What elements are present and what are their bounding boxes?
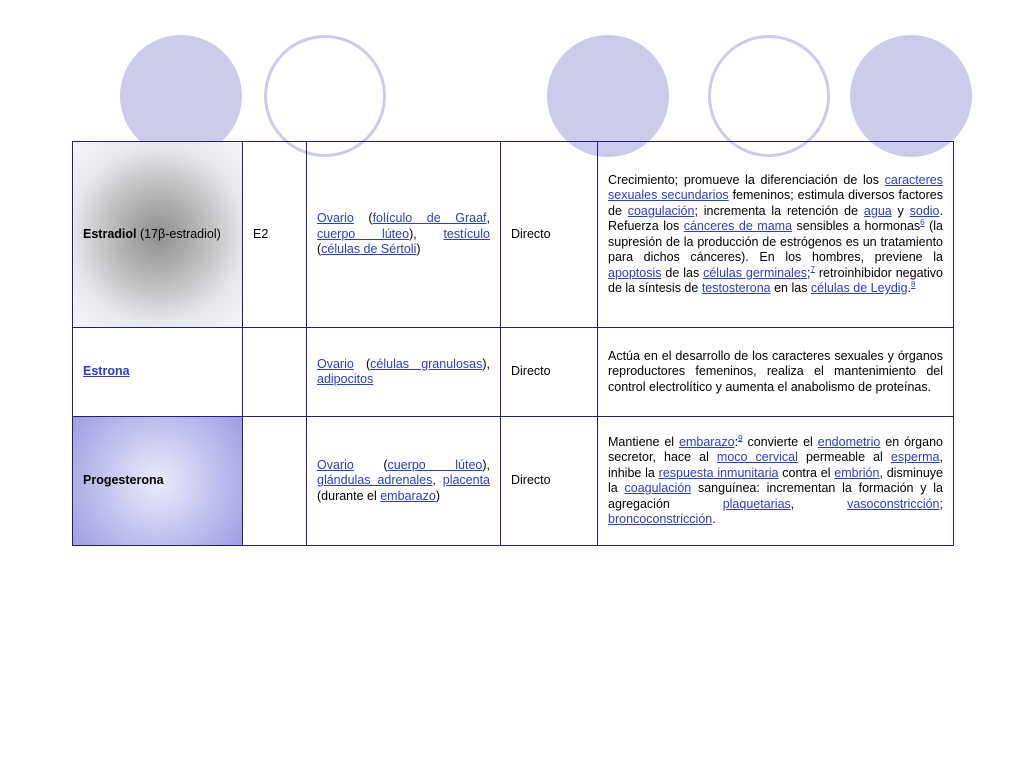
- reference-link[interactable]: adipocitos: [317, 372, 374, 386]
- text-segment: ): [435, 488, 440, 503]
- text-segment: en las: [770, 281, 811, 295]
- hormone-name: Progesterona: [83, 473, 164, 488]
- hormone-name: Estradiol: [83, 226, 137, 241]
- text-segment: ),: [482, 457, 490, 472]
- text-segment: . Refuerza los: [608, 203, 943, 233]
- reference-link[interactable]: caracteres sexuales secundarios: [608, 172, 943, 202]
- decorative-circle-2: [264, 35, 386, 157]
- reference-link[interactable]: sodio: [909, 203, 940, 218]
- text-segment: ; incrementa la retención de: [694, 203, 864, 218]
- text-segment: (: [353, 211, 373, 226]
- text-segment: retroinhibidor negativo de la síntesis de: [608, 265, 943, 295]
- text-segment: ,: [486, 211, 490, 226]
- text-segment: (: [317, 242, 322, 257]
- table-row: [73, 142, 954, 328]
- abbreviation-cell: E2: [243, 142, 307, 328]
- text-segment: sanguínea: incrementan la formación y la agregación: [608, 481, 944, 511]
- text-segment: de las: [661, 265, 704, 280]
- reference-link[interactable]: testículo: [443, 226, 490, 241]
- text-segment: ,: [790, 496, 848, 511]
- reference-link[interactable]: esperma: [890, 450, 940, 464]
- reference-link[interactable]: Ovario: [317, 457, 354, 472]
- reference-link[interactable]: broncoconstricción: [608, 512, 713, 526]
- text-segment: ),: [409, 226, 444, 241]
- source-cell: [307, 142, 501, 328]
- text-segment: .: [712, 512, 716, 526]
- text-segment: .: [907, 281, 912, 295]
- text-segment: ),: [482, 356, 490, 371]
- reference-link[interactable]: agua: [863, 203, 892, 218]
- source-cell: [307, 328, 501, 417]
- reference-link[interactable]: embarazo: [679, 434, 735, 449]
- reference-link[interactable]: células germinales: [703, 265, 808, 280]
- text-segment: ): [416, 242, 421, 257]
- text-segment: :: [734, 434, 739, 449]
- decorative-circle-1: [120, 35, 242, 157]
- footnote-marker: [911, 280, 915, 289]
- reference-link[interactable]: cuerpo lúteo: [317, 226, 410, 241]
- hormone-name-cell: [73, 417, 243, 546]
- text-segment: (la supresión de la producción de estrógenos es un tratamiento para dichos cánceres). En los hombres, previene la: [608, 219, 943, 264]
- decorative-circle-4: [708, 35, 830, 157]
- text-segment: (: [353, 457, 388, 472]
- reference-link[interactable]: cuerpo lúteo: [387, 457, 483, 472]
- table-row: [73, 328, 954, 417]
- reference-link[interactable]: embrión: [834, 465, 880, 480]
- reference-link[interactable]: glándulas adrenales: [317, 473, 433, 488]
- reference-link[interactable]: cánceres de mama: [683, 219, 793, 233]
- footnote-link[interactable]: 6: [920, 217, 925, 227]
- footnote-link[interactable]: 7: [810, 264, 815, 274]
- hormones-table: [72, 141, 954, 546]
- reference-link[interactable]: células granulosas: [370, 356, 483, 371]
- mechanism-cell: Directo: [501, 417, 598, 546]
- text-segment: ;: [807, 265, 811, 280]
- reference-link[interactable]: moco cervical: [716, 450, 798, 464]
- reference-link[interactable]: células de Leydig: [810, 281, 908, 295]
- reference-link[interactable]: coagulación: [627, 203, 695, 218]
- reference-link[interactable]: testosterona: [701, 281, 771, 295]
- hormone-name-cell: [73, 142, 243, 328]
- reference-link[interactable]: plaquetarias: [722, 496, 791, 511]
- reference-link[interactable]: endometrio: [817, 434, 881, 449]
- abbreviation-cell: [243, 328, 307, 417]
- table-row: [73, 417, 954, 546]
- hormone-name-link[interactable]: Estrona: [83, 364, 130, 379]
- mechanism-cell: Directo: [501, 328, 598, 417]
- text-segment: sensibles a hormonas: [792, 219, 921, 233]
- reference-link[interactable]: apoptosis: [608, 265, 662, 280]
- reference-link[interactable]: respuesta inmunitaria: [658, 465, 779, 480]
- reference-link[interactable]: embarazo: [380, 488, 436, 503]
- reference-link[interactable]: placenta: [442, 473, 491, 488]
- text-segment: permeable al: [797, 450, 891, 464]
- reference-link[interactable]: folículo de Graaf: [372, 211, 487, 226]
- text-segment: ,: [432, 473, 443, 488]
- effects-cell: [598, 328, 954, 417]
- text-segment: Mantiene el: [608, 434, 679, 449]
- text-segment: Actúa en el desarrollo de los caracteres sexuales y órganos reproductores femeninos, realiza el mantenimiento del control electrolítico y aumenta el anabolismo de proteínas.: [608, 348, 943, 394]
- reference-link[interactable]: Ovario: [317, 211, 354, 226]
- hormone-name-cell: [73, 328, 243, 417]
- text-segment: ;: [939, 496, 943, 511]
- text-segment: contra el: [778, 465, 835, 480]
- footnote-link[interactable]: 9: [738, 433, 743, 443]
- reference-link[interactable]: Ovario: [317, 356, 354, 371]
- text-segment: convierte el: [742, 434, 818, 449]
- text-segment: femeninos; estimula diversos factores de: [608, 188, 943, 218]
- footnote-link[interactable]: 8: [911, 279, 916, 289]
- text-segment: y: [891, 203, 910, 218]
- mechanism-cell: Directo: [501, 142, 598, 328]
- text-segment: (: [353, 356, 371, 371]
- text-segment: Crecimiento; promueve la diferenciación de los: [608, 172, 885, 187]
- text-segment: (durante el: [317, 488, 381, 503]
- source-cell: [307, 417, 501, 546]
- decorative-circle-3: [547, 35, 669, 157]
- effects-cell: [598, 417, 954, 546]
- reference-link[interactable]: vasoconstricción: [847, 496, 940, 511]
- text-segment: en órgano secretor, hace al: [608, 434, 943, 464]
- text-segment: , disminuye la: [608, 465, 943, 495]
- reference-link[interactable]: coagulación: [624, 481, 692, 495]
- decorative-circle-5: [850, 35, 972, 157]
- reference-link[interactable]: células de Sértoli: [321, 242, 417, 257]
- effects-cell: [598, 142, 954, 328]
- hormone-name-suffix: (17β-estradiol): [136, 226, 221, 241]
- abbreviation-cell: [243, 417, 307, 546]
- text-segment: , inhibe la: [608, 450, 943, 480]
